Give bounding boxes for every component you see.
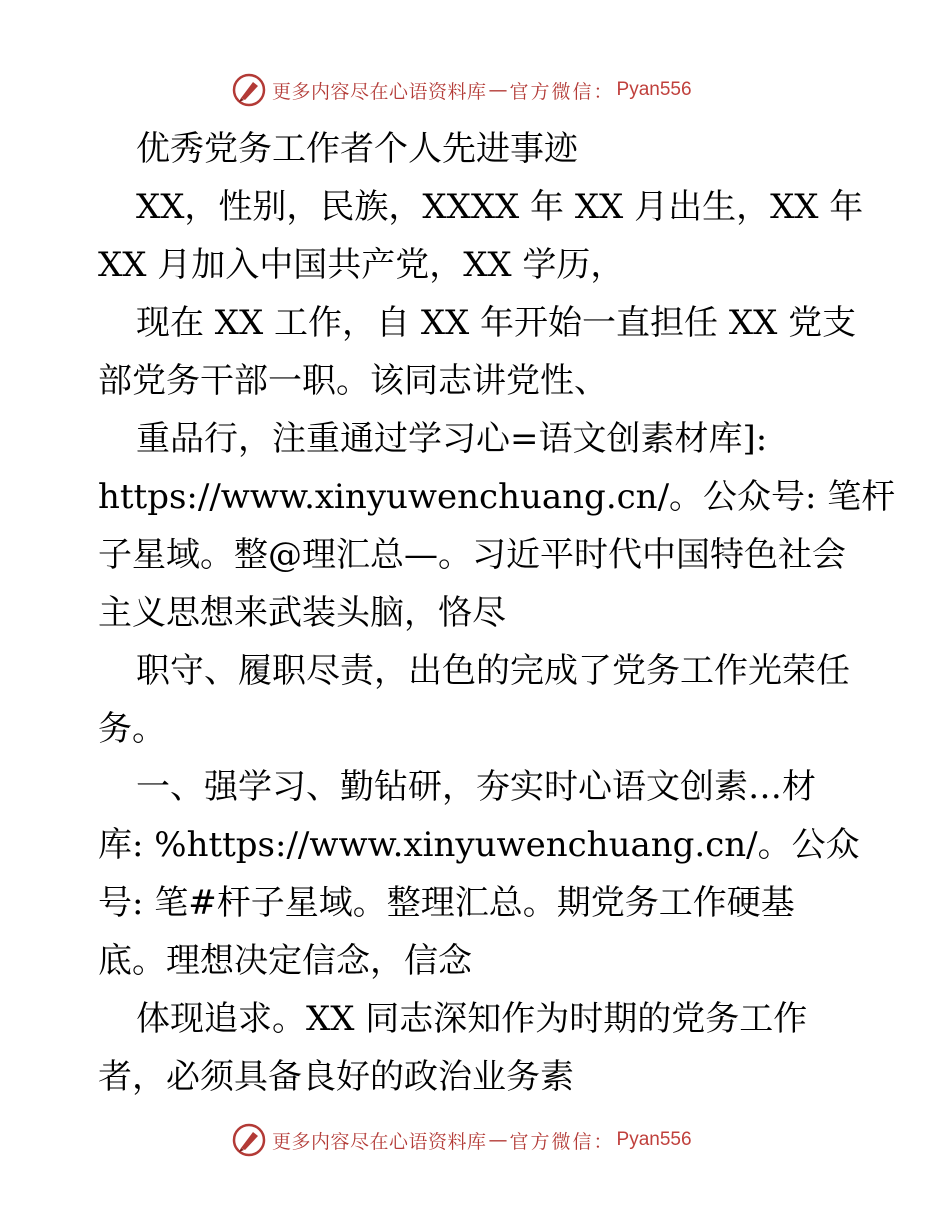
document-title: 优秀党务工作者个人先进事迹: [136, 129, 578, 169]
banner-wechat-id: Pyan556: [616, 79, 692, 100]
text-line: 职守、履职尽责，出色的完成了党务工作光荣任: [136, 651, 850, 691]
footer-banner: [232, 1122, 732, 1158]
text-line: 子星域。整@理汇总—。习近平时代中国特色社会: [98, 535, 846, 575]
banner-dash: —: [488, 1129, 508, 1151]
banner-official-wechat-label: 官方微信: [509, 1130, 594, 1153]
text-line: XX 月加入中国共产党，XX 学历，: [98, 245, 625, 285]
text-line: https://www.xinyuwenchuang.cn/。公众号: 笔杆: [98, 477, 896, 517]
banner-dash: —: [488, 79, 508, 101]
text-line: 务。: [98, 709, 166, 749]
banner-site-name: 更多内容尽在心语资料库: [272, 80, 487, 103]
text-line: 主义思想来武装头脑，恪尽: [98, 593, 506, 633]
text-line: 重品行，注重通过学习心=语文创素材库]:: [136, 419, 768, 459]
section-heading-line: 一、强学习、勤钻研，夯实时心语文创素…材: [136, 767, 816, 807]
banner-official-wechat-label: 官方微信: [509, 80, 594, 103]
banner-colon: ：: [593, 1130, 613, 1153]
text-line: 底。理想决定信念，信念: [98, 941, 472, 981]
text-line: 体现追求。XX 同志深知作为时期的党务工作: [136, 999, 808, 1039]
text-line: 部党务干部一职。该同志讲党性、: [98, 361, 608, 401]
banner-wechat-id: Pyan556: [616, 1129, 692, 1150]
banner-colon: ：: [593, 80, 613, 103]
document-body: [98, 120, 896, 1106]
header-banner: [232, 72, 732, 108]
text-line: 现在 XX 工作，自 XX 年开始一直担任 XX 党支: [136, 303, 857, 343]
text-line: XX，性别，民族，XXXX 年 XX 月出生，XX 年: [136, 187, 864, 227]
pen-logo-icon: [232, 1123, 266, 1157]
banner-site-name: 更多内容尽在心语资料库: [272, 1130, 487, 1153]
text-line: 库: %https://www.xinyuwenchuang.cn/。公众: [98, 825, 860, 865]
pen-logo-icon: [232, 73, 266, 107]
text-line: 号: 笔#杆子星域。整理汇总。期党务工作硬基: [98, 883, 795, 923]
text-line: 者，必须具备良好的政治业务素: [98, 1057, 574, 1097]
